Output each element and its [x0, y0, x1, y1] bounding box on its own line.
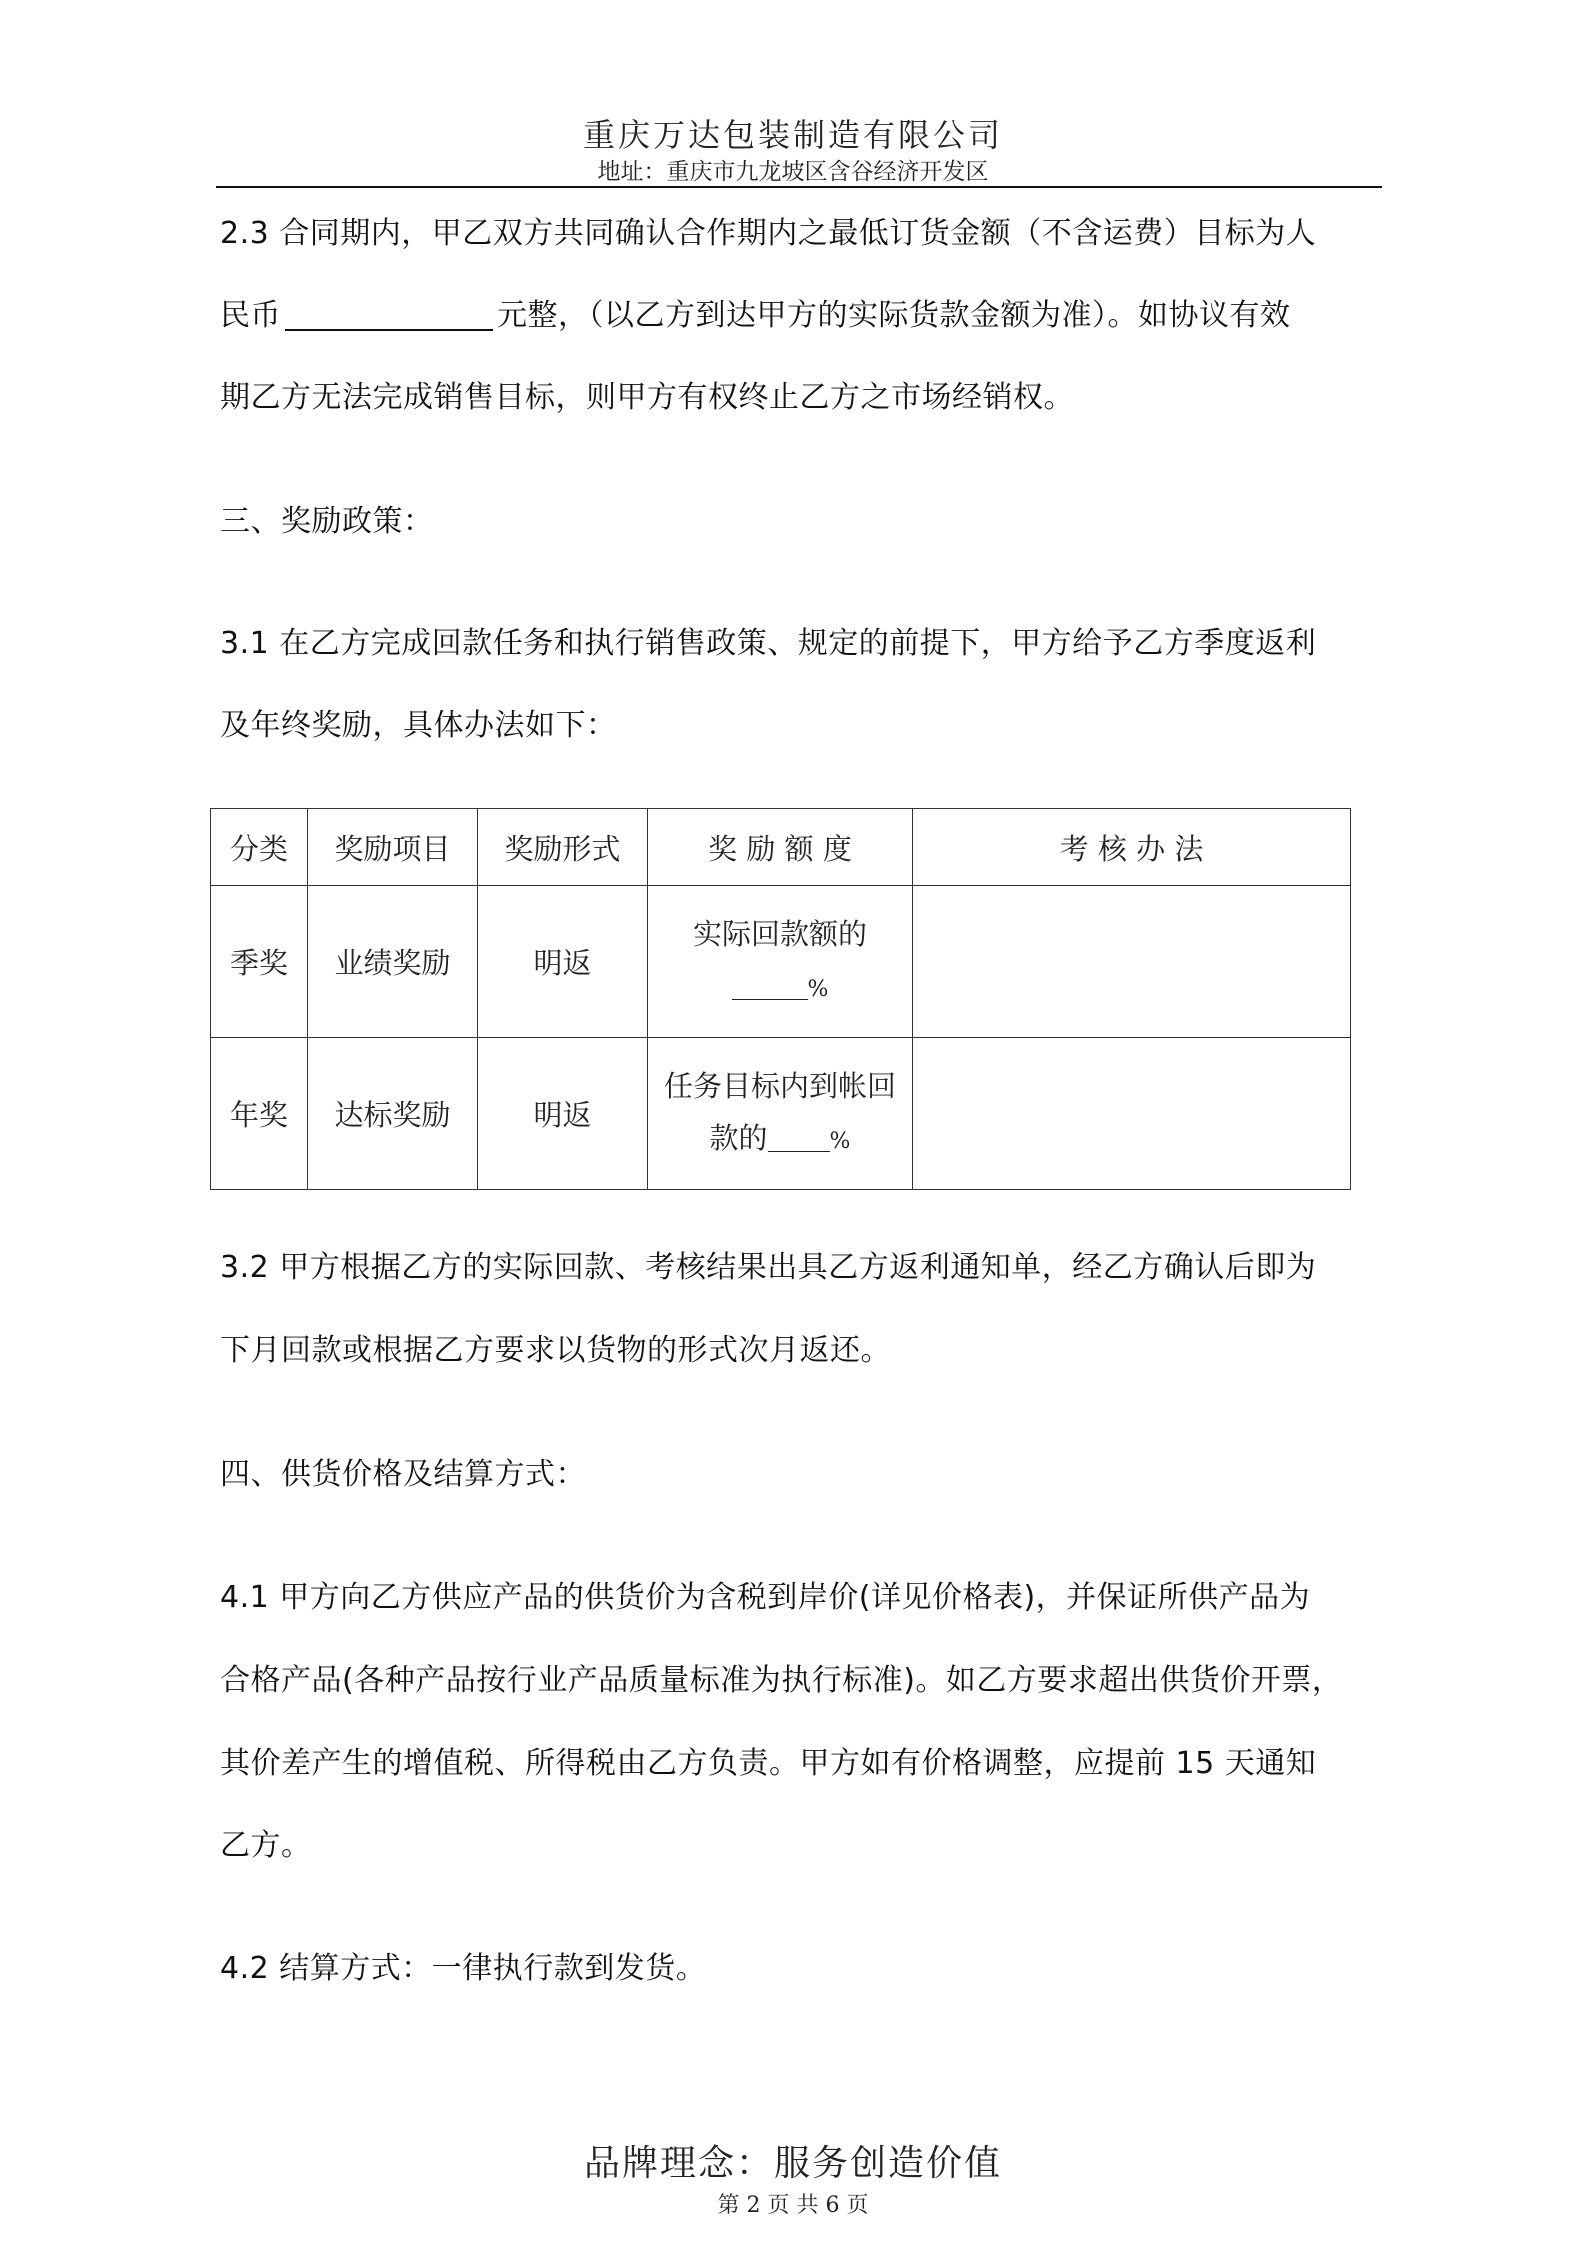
- cell-form: 明返: [478, 886, 648, 1038]
- amount-text: 实际回款额的: [692, 916, 867, 951]
- header-item: 奖励项目: [308, 809, 478, 886]
- cell-method: [913, 1038, 1351, 1190]
- clause-4-1-line-2: 合格产品(各种产品按行业产品质量标准为执行标准)。如乙方要求超出供货价开票，: [220, 1663, 1343, 1698]
- clause-3-2-line-1: 3.2 甲方根据乙方的实际回款、考核结果出具乙方返利通知单，经乙方确认后即为: [220, 1250, 1317, 1285]
- header-method: 考 核 办 法: [913, 809, 1351, 886]
- table-row: [211, 1038, 1351, 1190]
- cell-amount: [648, 886, 913, 1038]
- cell-amount: [648, 1038, 913, 1190]
- amount-blank-line: [648, 1112, 912, 1168]
- clause-4-1-line-4: 乙方。: [220, 1828, 312, 1863]
- clause-4-2: 4.2 结算方式：一律执行款到发货。: [220, 1951, 707, 1986]
- company-name: 重庆万达包装制造有限公司: [582, 116, 1003, 154]
- percent-blank: [768, 1127, 830, 1152]
- clause-3-1-line-1: 3.1 在乙方完成回款任务和执行销售政策、规定的前提下，甲方给予乙方季度返利: [220, 626, 1317, 661]
- footer-motto: 品牌理念：服务创造价值: [583, 2143, 1002, 2184]
- table-header-row: [211, 809, 1351, 886]
- cell-item: 业绩奖励: [308, 886, 478, 1038]
- header-amount: 奖 励 额 度: [648, 809, 913, 886]
- page-number: 第 2 页 共 6 页: [717, 2193, 869, 2218]
- cell-form: 明返: [478, 1038, 648, 1190]
- header-category: 分类: [211, 809, 308, 886]
- amount-blank: [285, 299, 493, 331]
- clause-2-3-line-1: 2.3 合同期内，甲乙双方共同确认合作期内之最低订货金额（不含运费）目标为人: [220, 216, 1317, 251]
- table-row: [211, 886, 1351, 1038]
- header-divider: [216, 186, 1382, 188]
- header-form: 奖励形式: [478, 809, 648, 886]
- cell-category: 季奖: [211, 886, 308, 1038]
- clause-2-3-suffix: 元整，（以乙方到达甲方的实际货款金额为准）。如协议有效: [497, 298, 1291, 333]
- company-address: 地址：重庆市九龙坡区含谷经济开发区: [597, 159, 989, 185]
- clause-2-3-line-3: 期乙方无法完成销售目标，则甲方有权终止乙方之市场经销权。: [220, 380, 1074, 415]
- clause-2-3-line-2: [220, 290, 1291, 334]
- amount-text-2: 款的: [709, 1120, 768, 1155]
- section-3-heading: 三、奖励政策：: [220, 504, 434, 539]
- cell-category: 年奖: [211, 1038, 308, 1190]
- percent-sign: %: [807, 976, 829, 1002]
- reward-table: [210, 808, 1351, 1190]
- clause-4-1-line-1: 4.1 甲方向乙方供应产品的供货价为含税到岸价(详见价格表)，并保证所供产品为: [220, 1580, 1311, 1615]
- clause-3-2-line-2: 下月回款或根据乙方要求以货物的形式次月返还。: [220, 1333, 891, 1368]
- amount-blank-line: [648, 960, 912, 1016]
- cell-method: [913, 886, 1351, 1038]
- clause-3-1-line-2: 及年终奖励，具体办法如下：: [220, 708, 617, 743]
- clause-2-3-prefix: 民币: [220, 298, 281, 333]
- section-4-heading: 四、供货价格及结算方式：: [220, 1457, 586, 1492]
- cell-item: 达标奖励: [308, 1038, 478, 1190]
- percent-sign: %: [829, 1128, 851, 1154]
- amount-text: 任务目标内到帐回: [663, 1068, 896, 1103]
- clause-4-1-line-3: 其价差产生的增值税、所得税由乙方负责。甲方如有价格调整，应提前 15 天通知: [220, 1746, 1317, 1781]
- percent-blank: [732, 975, 808, 1000]
